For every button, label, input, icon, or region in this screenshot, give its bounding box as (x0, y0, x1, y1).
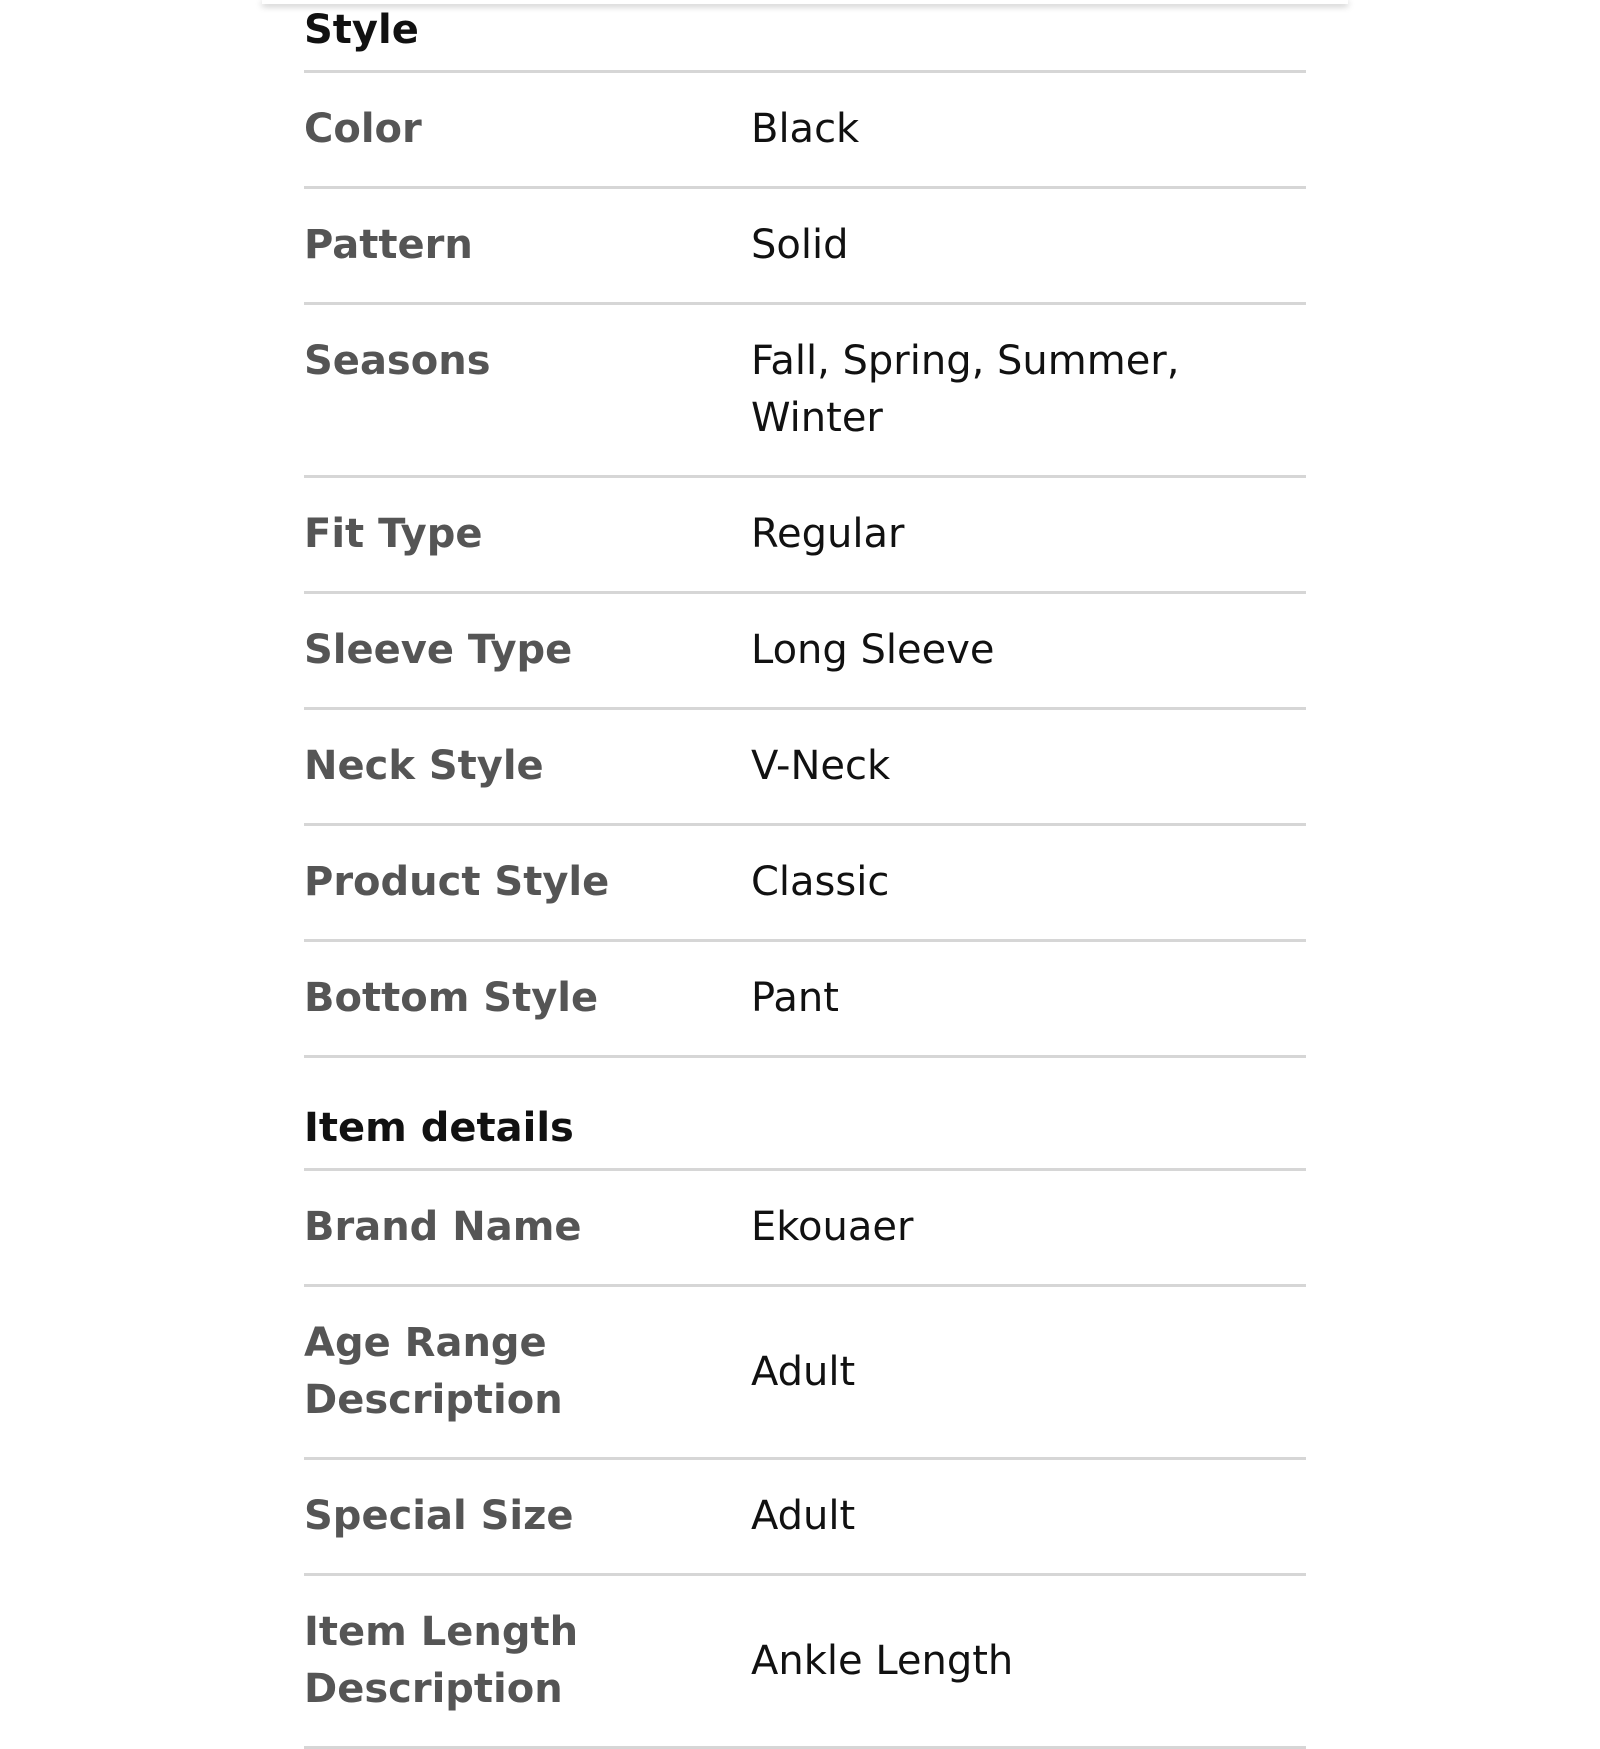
detail-value: V-Neck (751, 743, 891, 789)
detail-value: Adult (751, 1348, 856, 1395)
detail-value: Adult (751, 1493, 856, 1539)
product-details-panel (304, 0, 1306, 1749)
detail-value: Classic (751, 859, 890, 905)
detail-row-sleeve-type (304, 594, 1306, 710)
detail-value: Long Sleeve (751, 627, 995, 673)
detail-label: Fit Type (304, 511, 483, 557)
detail-label: Pattern (304, 222, 473, 268)
detail-row-seasons (304, 305, 1306, 478)
detail-label: Special Size (304, 1493, 574, 1539)
detail-row-special-size (304, 1460, 1306, 1576)
detail-value: Ekouaer (751, 1204, 914, 1250)
detail-value: Pant (751, 975, 839, 1021)
detail-label: Seasons (304, 338, 491, 384)
detail-row-product-style (304, 826, 1306, 942)
detail-label: Product Style (304, 859, 610, 905)
detail-row-age-range (304, 1287, 1306, 1460)
detail-row-color (304, 73, 1306, 189)
detail-row-pattern (304, 189, 1306, 305)
detail-label: Item Length Description (304, 1609, 579, 1712)
detail-row-bottom-style (304, 942, 1306, 1058)
detail-row-brand-name (304, 1171, 1306, 1287)
detail-label: Color (304, 106, 422, 152)
detail-value: Regular (751, 511, 905, 557)
detail-value: Ankle Length (751, 1637, 1014, 1684)
detail-row-fit-type (304, 478, 1306, 594)
detail-value: Fall, Spring, Summer, Winter (751, 338, 1180, 441)
section-title-style: Style (304, 7, 419, 53)
detail-label: Age Range Description (304, 1320, 563, 1423)
detail-row-neck-style (304, 710, 1306, 826)
detail-label: Neck Style (304, 743, 544, 789)
detail-row-item-length (304, 1576, 1306, 1749)
section-title-item-details: Item details (304, 1105, 574, 1151)
detail-value: Solid (751, 222, 849, 268)
detail-value: Black (751, 106, 860, 152)
detail-label: Bottom Style (304, 975, 599, 1021)
detail-label: Brand Name (304, 1204, 582, 1250)
detail-label: Sleeve Type (304, 627, 573, 673)
